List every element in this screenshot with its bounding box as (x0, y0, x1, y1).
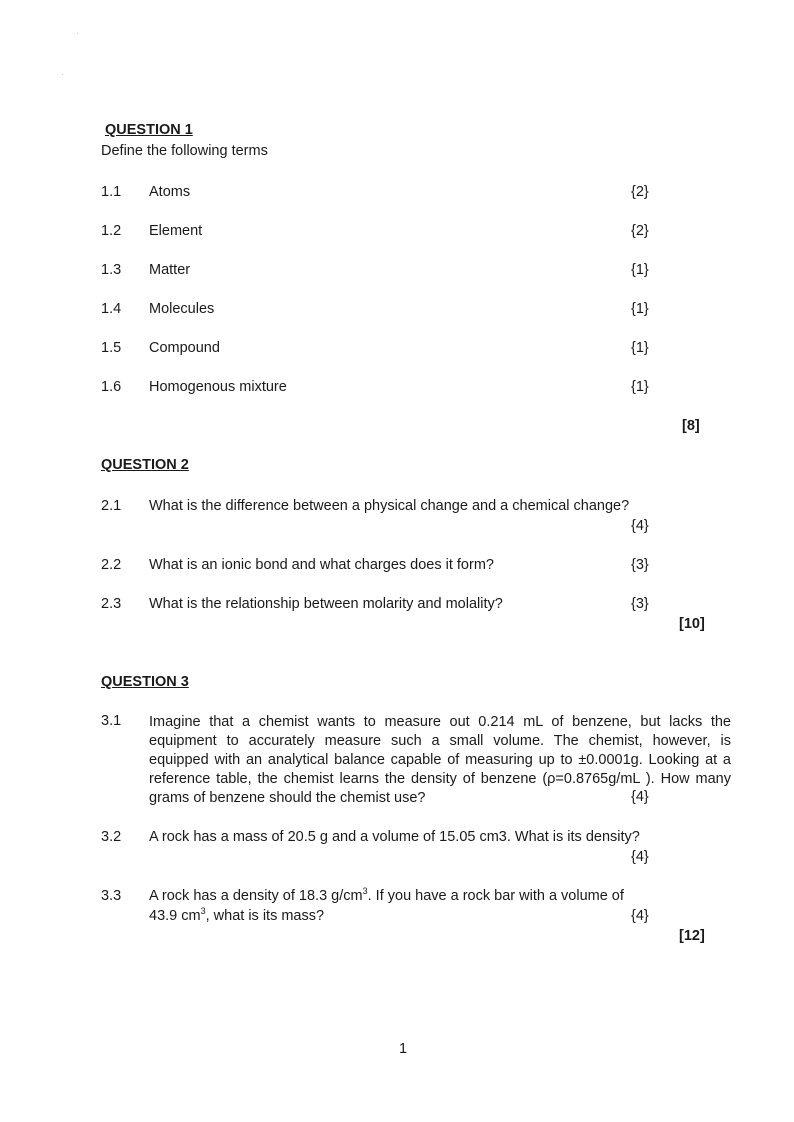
item-term: Matter (149, 262, 191, 278)
scan-speck (77, 33, 78, 34)
item-number: 3.3 (101, 888, 122, 904)
paragraph-line: reference table, the chemist learns the density of benzene (ρ=0.8765g/mL ). How many (149, 771, 731, 787)
text-part: , what is its mass? (205, 908, 325, 924)
paragraph-line: grams of benzene should the chemist use? (149, 790, 426, 806)
question-1-total: [8] (682, 418, 700, 434)
question-1-heading: QUESTION 1 (105, 122, 193, 138)
item-term: Molecules (149, 301, 215, 317)
item-number: 1.6 (101, 379, 122, 395)
item-number: 2.1 (101, 498, 122, 514)
question-text: What is the relationship between molarity and molality? (149, 596, 503, 612)
item-term: Atoms (149, 184, 191, 200)
item-marks: {1} (631, 301, 649, 317)
question-text (149, 888, 624, 904)
question-3-heading: QUESTION 3 (101, 674, 189, 690)
item-marks: {2} (631, 223, 649, 239)
superscript: 3 (200, 906, 206, 917)
question-text: What is the difference between a physical change and a chemical change? (149, 498, 630, 514)
item-marks: {1} (631, 340, 649, 356)
item-term: Compound (149, 340, 220, 356)
question-text: A rock has a mass of 20.5 g and a volume of 15.05 cm3. What is its density? (149, 829, 640, 845)
text-part: . If you have a rock bar with a volume of (367, 888, 624, 904)
item-marks: {4} (631, 518, 649, 534)
item-marks: {4} (631, 849, 649, 865)
question-text (149, 908, 324, 924)
item-number: 1.2 (101, 223, 122, 239)
item-marks: {4} (631, 908, 649, 924)
paragraph-line: Imagine that a chemist wants to measure out 0.214 mL of benzene, but lacks the (149, 714, 731, 730)
paragraph-line: equipment to accurately measure such a small volume. The chemist, however, is (149, 733, 731, 749)
item-number: 2.2 (101, 557, 122, 573)
item-number: 1.5 (101, 340, 122, 356)
item-number: 1.3 (101, 262, 122, 278)
item-marks: {1} (631, 262, 649, 278)
item-term: Element (149, 223, 203, 239)
item-marks: {4} (631, 789, 649, 805)
item-number: 3.1 (101, 713, 122, 729)
paragraph-line: equipped with an analytical balance capable of measuring up to ±0.0001g. Looking at a (149, 752, 731, 768)
text-part: 43.9 cm (149, 908, 201, 924)
item-marks: {3} (631, 557, 649, 573)
item-number: 1.4 (101, 301, 122, 317)
question-1-instruction: Define the following terms (101, 143, 268, 159)
question-3-total: [12] (679, 928, 705, 944)
question-2-total: [10] (679, 616, 705, 632)
item-marks: {1} (631, 379, 649, 395)
superscript: 3 (362, 886, 368, 897)
item-marks: {2} (631, 184, 649, 200)
item-marks: {3} (631, 596, 649, 612)
item-number: 1.1 (101, 184, 122, 200)
question-2-heading: QUESTION 2 (101, 457, 189, 473)
item-number: 2.3 (101, 596, 122, 612)
question-text: What is an ionic bond and what charges does it form? (149, 557, 494, 573)
item-term: Homogenous mixture (149, 379, 287, 395)
item-number: 3.2 (101, 829, 122, 845)
scan-speck (62, 74, 63, 75)
text-part: A rock has a density of 18.3 g/cm (149, 888, 363, 904)
page-number: 1 (399, 1041, 408, 1057)
